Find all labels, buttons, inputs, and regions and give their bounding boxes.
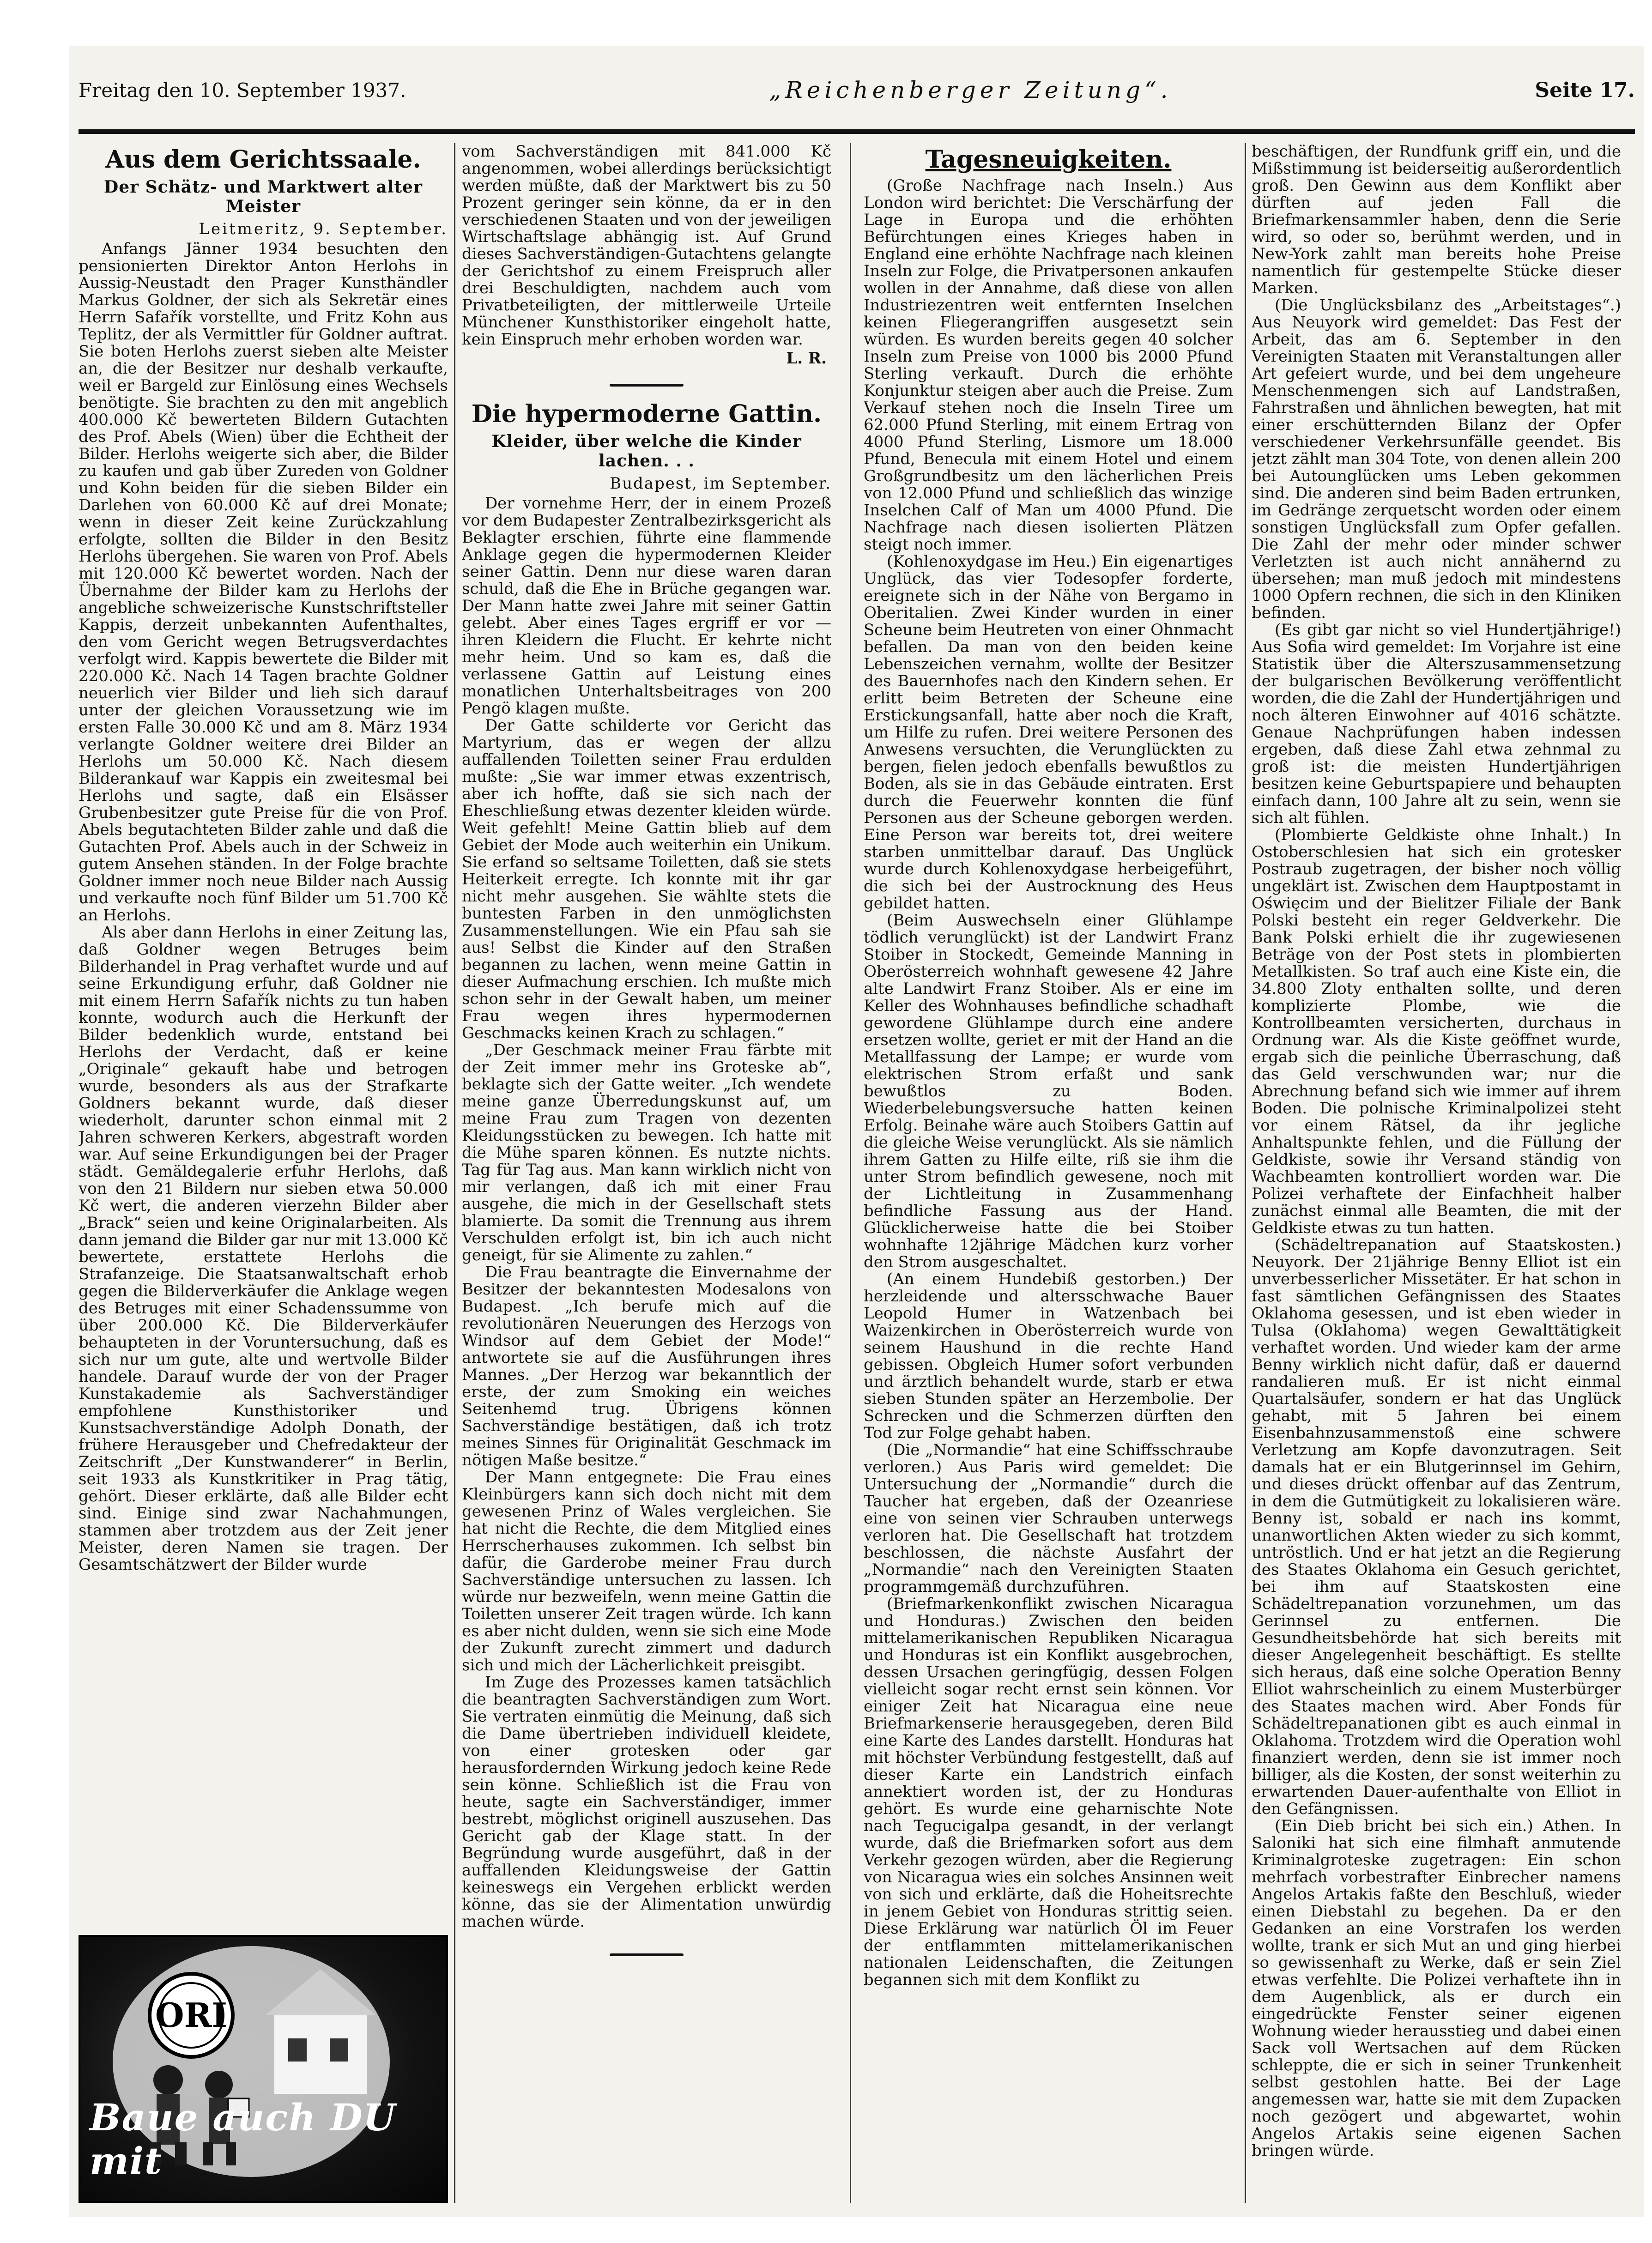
article-paragraph: Der Mann entgegnete: Die Frau eines Kleinbürgers kann sich doch nicht mit dem gewesenen Prinz of Wales vergleichen. Sie hat nicht die Rechte, die dem Mitglied eines Herrscherhauses zukommen. Ich selbst bin dafür, die Garderobe meiner Frau durch Sachverständige untersuchen zu lassen. Ich würde nur bezweifeln, wenn meine Gattin die Toiletten unserer Zeit tragen würde. Ich kann es aber nicht dulden, wenn sie sich eine Mode der Zukunft zurecht zimmert und dadurch sich und mich der Lächerlichkeit preisgibt. bbox=[462, 1468, 831, 1675]
article-paragraph: Als aber dann Herlohs in einer Zeitung las, daß Goldner wegen Betruges beim Bilderhandel in Prag verhaftet wurde und auf seine Erkundigung erfuhr, daß Goldner nie mit einem Herrn Safařík nichts zu tun haben konnte, wodurch auch die Herkunft der Bilder bedenklich wurde, entstand bei Herlohs der Verdacht, daß er keine „Originale“ gekauft habe und betrogen wurde, besonders als aus der Strafkarte Goldners bekannt wurde, daß dieser wiederholt, darunter schon einmal mit 2 Jahren schweren Kerkers, abgestraft worden war. Auf seine Erkundigungen bei der Prager städt. Gemäldegalerie erfuhr Herlohs, daß von den 21 Bildern nur sieben etwa 50.000 Kč wert, die anderen vierzehn Bilder aber „Brack“ seien und keine Originalarbeiten. Als dann jemand die Bilder gar nur mit 13.000 Kč bewertete, erstattete Herlohs die Strafanzeige. Die Staatsanwaltschaft erhob gegen die Bilderverkäufer die Anklage wegen des Betruges mit einer Schadenssumme von über 200.000 Kč. Die Bilderverkäufer behaupteten in der Voruntersuchung, daß es sich nur um gute, alte und wertvolle Bilder handele. Darauf wurde der von der Prager Kunstakademie als Sachverständiger empfohlene Kunsthistoriker und Kunstsachverständige Adolph Donath, der frühere Herausgeber und Chefredakteur der Zeitschrift „Der Kunstwanderer“ in Berlin, seit 1933 als Kunstkritiker in Prag tätig, gehört. Dieser erklärte, daß alle Bilder echt sind. Einige sind zwar Nachahmungen, stammen aber trotzdem aus der Zeit jener Meister, deren Namen sie tragen. Der Gesamtschätzwert der Bilder wurde bbox=[79, 923, 448, 1574]
article-paragraph: Der Gatte schilderte vor Gericht das Martyrium, das er wegen der allzu auffallenden Toiletten seiner Frau erdulden mußte: „Sie war immer etwas exzentrisch, aber ich hoffte, daß sie sich nach der Eheschließung etwas dezenter kleiden würde. Weit gefehlt! Meine Gattin blieb auf dem Gebiet der Mode auch weiterhin ein Unikum. Sie erfand so seltsame Toiletten, daß sie stets Heiterkeit erregte. Ich konnte mit ihr gar nicht mehr ausgehen. Sie wählte stets die buntesten Farben in den unmöglichsten Zusammenstellungen. Wie ein Pfau sah sie aus! Selbst die Kinder auf den Straßen begannen zu lachen, wenn meine Gattin in dieser Aufmachung erschien. Ich mußte mich schon sehr in der Gewalt haben, um meiner Frau wegen ihres hypermodernen Geschmacks keinen Krach zu schlagen.“ bbox=[462, 716, 831, 1042]
news-item: (Große Nachfrage nach Inseln.) Aus London wird berichtet: Die Verschärfung der Lage in Europa und die erhöhten Befürchtungen eines Krieges haben in England eine erhöhte Nachfrage nach kleinen Inseln zur Folge, die Privatpersonen ankaufen wollen in der Annahme, daß diese von allen Industriezentren weit entfernten Inselchen keinen Fliegerangriffen ausgesetzt sein würden. Es wurden bereits gegen 40 solcher Inseln zum Preise von 1000 bis 2000 Pfund Sterling verkauft. Durch die erhöhte Konjunktur steigen aber auch die Preise. Zum Verkauf stehen noch die Inseln Tiree um 62.000 Pfund Sterling, mit einem Ertrag von 4000 Pfund Sterling, Lismore um 18.000 Pfund, Benecula mit einem Hotel und einem Großgrundbesitz um den lächerlichen Preis von 12.000 Pfund und schließlich das winzige Inselchen Calf of Man um 4000 Pfund. Die Nachfrage nach diesen isolierten Plätzen steigt noch immer. bbox=[864, 176, 1233, 554]
article-paragraph: Anfangs Jänner 1934 besuchten den pensionierten Direktor Anton Herlohs in Aussig-Neustadt den Prager Kunsthändler Markus Goldner, der sich als Sekretär eines Herrn Safařík vorstellte, und Fritz Kohn aus Teplitz, der als Vermittler für Goldner auftrat. Sie boten Herlohs zuerst sieben alte Meister an, die der Besitzer nur deshalb verkaufte, weil er Bargeld zur Einlösung eines Wechsels benötigte. Sie brachten zu den mit angeblich 400.000 Kč bewerteten Bildern Gutachten des Prof. Abels (Wien) über die Echtheit der Bilder. Herlohs weigerte sich aber, die Bilder zu kaufen und gab über Zureden von Goldner und Kohn beiden für die sieben Bilder ein Darlehen von 60.000 Kč auf drei Monate; wenn in dieser Zeit keine Zurückzahlung erfolgte, sollten die Bilder in den Besitz Herlohs übergehen. Sie waren von Prof. Abels mit 120.000 Kč bewertet worden. Nach der Übernahme der Bilder kam zu Herlohs der angebliche schweizerische Kunstschriftsteller Kappis, derzeit unbekannten Aufenthaltes, den vom Gericht wegen Betrugsverdachtes verfolgt wird. Kappis bewertete die Bilder mit 220.000 Kč. Nach 14 Tagen brachte Goldner neuerlich vier Bilder und lieh sich darauf unter der gleichen Voraussetzung wie im ersten Falle 30.000 Kč und am 8. März 1934 verlangte Goldner weitere drei Bilder an Herlohs um 50.000 Kč. Nach diesem Bilderankauf war Kappis ein zweitesmal bei Herlohs und sagte, daß ein Elsässer Grubenbesitzer gute Preise für die von Prof. Abels begutachteten Bilder zahle und daß die Gutachten Prof. Abels auch in der Schweiz in gutem Ansehen ständen. In der Folge brachte Goldner immer noch neue Bilder nach Aussig und verkaufte noch fünf Bilder um 51.700 Kč an Herlohs. bbox=[79, 240, 448, 925]
article-paragraph: Die Frau beantragte die Einvernahme der Besitzer der bekanntesten Modesalons von Budapest. „Ich berufe mich auf die revolutionären Neuerungen des Herzogs von Windsor auf dem Gebiet der Mode!“ antwortete sie auf die Ausführungen ihres Mannes. „Der Herzog war bekanntlich der erste, der zum Smoking ein weiches Seitenhemd trug. Übrigens können Sachverständige bestätigen, daß ich trotz meines Sinnes für Originalität Geschmack im nötigen Maße besitze.“ bbox=[462, 1263, 831, 1469]
article-paragraph: Im Zuge des Prozesses kamen tatsächlich die beantragten Sachverständigen zum Wort. Sie vertraten einmütig die Meinung, daß sich die Dame übertrieben individuell kleidete, von einer grotesken oder gar herausfordernden Wirkung jedoch keine Rede sein könne. Schließlich ist die Frau von heute, sagte ein Sachverständiger, immer bestrebt, möglichst originell auszusehen. Das Gericht gab der Klage statt. In der Begründung wurde ausgeführt, daß in der auffallenden Kleidungsweise der Gattin keineswegs ein Vergehen erblickt werden könne, das sie der Alimentation unwürdig machen würde. bbox=[462, 1673, 831, 1931]
news-item: (Die „Normandie“ hat eine Schiffsschraube verloren.) Aus Paris wird gemeldet: Die Untersuchung der „Normandie“ durch die Taucher hat ergeben, daß der Ozeanriese eine von seinen vier Schrauben unterwegs verloren hat. Die Gesellschaft hat trotzdem beschlossen, die nächste Ausfahrt der „Normandie“ nach den Vereinigten Staaten programmgemäß durchzuführen. bbox=[864, 1441, 1233, 1596]
header-newspaper-title: „Reichenberger Zeitung“. bbox=[769, 77, 1172, 103]
court-article-subhead: Der Schätz- und Marktwert alter Meister bbox=[104, 177, 423, 216]
news-item: (Ein Dieb bricht bei sich ein.) Athen. In Saloniki hat sich eine filmhaft anmutende Kriminalgroteske zugetragen: Ein schon mehrfach vorbestrafter Einbrecher namens Angelos Artakis faßte den Beschluß, wieder einen Diebstahl zu begehen. Da er den Gedanken an eine Vorstrafen los werden wollte, trank er sich Mut an und ging hierbei so gewissenhaft zu Werke, daß er sein Ziel etwas verfehlte. Die Polizei verhaftete ihn in dem Augenblick, als er durch ein eingedrückte Fenster seiner eigenen Wohnung wieder herausstieg und dabei einen Sack voll Wertsachen auf dem Rücken schleppte, die er sich in seiner Trunkenheit selbst gestohlen hatte. Bei der Lage angemessen war, hatte sie mit dem Zupacken noch gezögert und abgewartet, wohin Angelos Artakis seine eigenen Sachen bringen würde. bbox=[1252, 1817, 1621, 2160]
news-item: (An einem Hundebiß gestorben.) Der herzleidende und altersschwache Bauer Leopold Humer in Watzenbach bei Waizenkirchen in Oberösterreich wurde von seinem Haushund in die rechte Hand gebissen. Obgleich Humer sofort verbunden und ärztlich behandelt wurde, starb er etwa sieben Stunden später an Herzembolie. Der Schrecken und die Schmerzen dürften den Tod zur Folge gehabt haben. bbox=[864, 1270, 1233, 1442]
news-item: (Kohlenoxydgase im Heu.) Ein eigenartiges Unglück, das vier Todesopfer forderte, ereignete sich in der Nähe von Bergamo in Oberitalien. Zwei Kinder wurden in einer Scheune beim Heutreten von einer Ohnmacht befallen. Da man von den beiden keine Lebenszeichen vernahm, wollte der Besitzer des Bauernhofes nach den Kindern sehen. Er erlitt beim Betreten der Scheune eine Erstickungsanfall, hatte aber noch die Kraft, um Hilfe zu rufen. Drei weitere Personen des Anwesens versuchten, die Verunglückten zu bergen, fielen jedoch ebenfalls bewußtlos zu Boden, als sie in das Gebäude eintraten. Erst durch die Feuerwehr konnten die fünf Personen aus der Scheune geborgen werden. Eine Person war bereits tot, drei weitere starben unmittelbar darauf. Das Unglück wurde durch Kohlenoxydgase herbeigeführt, die sich bei der Austrocknung des Heus gebildet hatten. bbox=[864, 552, 1233, 913]
header-page-number: Seite 17. bbox=[1535, 78, 1635, 102]
news-item: (Es gibt gar nicht so viel Hundertjährige!) Aus Sofia wird gemeldet: Im Vorjahre ist eine Statistik über die Alterszusammensetzung der bulgarischen Bevölkerung veröffentlicht worden, die die Zahl der Hundertjährigen und noch älteren Einwohner auf 4016 schätzte. Genaue Nachprüfungen haben indessen ergeben, daß diese Zahl etwa zehnmal zu groß ist: die meisten Hundertjährigen besitzen keine Geburtspapiere und behaupten einfach dann, 100 Jahre alt zu sein, wenn sie sich alt fühlen. bbox=[1252, 621, 1621, 827]
page-header bbox=[79, 55, 1635, 125]
news-item: (Briefmarkenkonflikt zwischen Nicaragua und Honduras.) Zwischen den beiden mittelamerikanischen Republiken Nicaragua und Honduras ist ein Konflikt ausgebrochen, dessen Ursachen geringfügig, dessen Folgen vielleicht sogar recht ernst sein können. Vor einiger Zeit hat Nicaragua eine neue Briefmarkenserie herausgegeben, deren Bild eine Karte des Landes darstellt. Honduras hat mit höchster Verbündung festgestellt, daß auf dieser Karte ein Landstrich einfach annektiert worden ist, der zu Honduras gehört. Es wurde eine geharnischte Note nach Tegucigalpa gesandt, in der verlangt wurde, daß die Briefmarken sofort aus dem Verkehr gezogen würden, aber die Regierung von Nicaragua wies ein solches Ansinnen weit von sich und erklärte, daß die Hoheitsrechte in jenem Gebiet von Honduras strittig seien. Diese Erklärung war natürlich Öl im Feuer der entflammten mittelamerikanischen nationalen Leidenschaften, die Zeitungen begannen sich mit dem Konflikt zu bbox=[864, 1595, 1233, 1989]
news-section-headline: Tagesneuigkeiten. bbox=[925, 145, 1172, 174]
column-divider bbox=[454, 143, 455, 2203]
column-4 bbox=[1252, 143, 1621, 2203]
news-item: (Plombierte Geldkiste ohne Inhalt.) In Ostoberschlesien hat sich ein grotesker Postraub zugetragen, der bisher noch völlig ungeklärt ist. Zwischen dem Hauptpostamt in Oświęcim und der Bielitzer Filiale der Bank Polski besteht ein reger Geldverkehr. Die Bank Polski erhielt die ihr zugewiesenen Beträge von der Post stets in plombierten Metallkisten. So traf auch eine Kiste ein, die 34.800 Zloty enthalten sollte, und deren komplizierte Plombe, wie die Kontrollbeamten versicherten, durchaus in Ordnung war. Als die Kiste geöffnet wurde, ergab sich die peinliche Überraschung, daß das Geld verschwunden war; nur die Abrechnung befand sich wie immer auf ihrem Boden. Die polnische Kriminalpolizei steht vor einem Rätsel, da ihr jegliche Anhaltspunkte fehlen, und die Füllung der Geldkiste, sowie ihr Versand ständig von Wachbeamten kontrolliert worden war. Die Polizei verhaftete der Einfachheit halber zunächst einmal alle Beamten, die mit der Geldkiste etwas zu tun hatten. bbox=[1252, 826, 1621, 1237]
column-divider bbox=[850, 143, 851, 2203]
article-separator bbox=[610, 384, 684, 387]
news-item: (Schädeltrepanation auf Staatskosten.) Neuyork. Der 21jährige Benny Elliot ist ein unverbesserlicher Missetäter. Er hat schon in fast sämtlichen Gefängnissen des Staates Oklahoma gesessen, und ist eben wieder in Tulsa (Oklahoma) wegen Gewalttätigkeit verhaftet worden. Und wieder kam der arme Benny wirklich nicht dafür, daß er dauernd randalieren muß. Er ist nicht einmal Quartalsäufer, sondern er hat das Unglück gehabt, mit 5 Jahren bei einem Eisenbahnzusammenstoß eine schwere Verletzung am Kopfe davonzutragen. Seit damals hat er ein Blutgerinnsel im Gehirn, und dieses drückt offenbar auf das Zentrum, in dem die Gutmütigkeit zu lokalisieren wäre. Benny ist, sobald er nach ins kommt, unanwortlichen Akten wieder zu sich kommt, untröstlich. Und er hat jetzt an die Regierung des Staates Oklahoma ein Gesuch gerichtet, bei ihm auf Staatskosten eine Schädeltrepanation vorzunehmen, um das Gerinnsel zu entfernen. Die Gesundheitsbehörde hat sich bereits mit dieser Angelegenheit beschäftigt. Es stellte sich heraus, daß eine solche Operation Benny Elliot wahrscheinlich zu einem Musterbürger des Staates machen wird. Aber Fonds für Schädeltrepanationen gibt es auch einmal in Oklahoma. Trotzdem wird die Operation wohl finanziert werden, denn sie ist immer noch billiger, als die Kosten, der sonst weiterhin zu erwartenden Dauer-aufenthalte von Elliot in den Gefängnissen. bbox=[1252, 1236, 1621, 1818]
column-3 bbox=[864, 143, 1233, 2203]
column-1 bbox=[79, 143, 448, 1921]
advertisement-slogan: Baue auch DU mit bbox=[90, 2096, 397, 2183]
gattin-subhead: Kleider, über welche die Kinder lachen. . . bbox=[491, 432, 802, 471]
court-article-dateline: Leitmeritz, 9. September. bbox=[199, 220, 448, 238]
header-rule bbox=[79, 129, 1635, 134]
gattin-dateline: Budapest, im September. bbox=[610, 474, 831, 493]
header-date: Freitag den 10. September 1937. bbox=[79, 79, 406, 102]
gattin-headline: Die hypermoderne Gattin. bbox=[471, 400, 822, 428]
news-item: (Beim Auswechseln einer Glühlampe tödlich verunglückt) ist der Landwirt Franz Stoiber in Stockedt, Gemeinde Manning in Oberösterreich wohnhaft gewesene 42 Jahre alte Landwirt Franz Stoiber. Als er eine im Keller des Wohnhauses befindliche schadhaft gewordene Glühlampe durch eine andere ersetzen wollte, geriet er mit der Hand an die Metallfassung der Lampe; er wurde vom elektrischen Strom erfaßt und sank bewußtlos zu Boden. Wiederbelebungsversuche hatten keinen Erfolg. Beinahe wäre auch Stoibers Gattin auf die gleiche Weise verunglückt. Als sie nämlich ihrem Gatten zu Hilfe eilte, riß sie ihm die unter Strom befindlich gewesene, noch mit der Lichtleitung in Zusammenhang befindliche Fassung aus der Hand. Glücklicherweise hatte die bei Stoiber wohnhafte 12jährige Mädchen kurz vorher den Strom ausgeschaltet. bbox=[864, 911, 1233, 1271]
news-item: (Die Unglücksbilanz des „Arbeitstages“.) Aus Neuyork wird gemeldet: Das Fest der Arbeit, das am 6. September in den Vereinigten Staaten mit Veranstaltungen aller Art gefeiert wurde, und bei dem ungeheure Menschenmengen sich auf Landstraßen, Fahrstraßen und ähnlichen bewegten, hat mit einer erschütternden Bilanz der Opfer verschiedener Verkehrsunfälle geendet. Bis jetzt zählt man 304 Tote, von denen allein 200 bei Autounglücken ums Leben gekommen sind. Die anderen sind beim Baden ertrunken, im Gedränge zerquetscht worden oder einem sonstigen Unglücksfall zum Opfer gefallen. Die Zahl der mehr oder minder schwer Verletzten ist auch nicht annähernd zu übersehen; man muß jedoch mit mindestens 1000 Opfern rechnen, die sich in den Kliniken befinden. bbox=[1252, 296, 1621, 622]
logo-mark: ORI bbox=[155, 1995, 228, 2035]
column-divider bbox=[1245, 143, 1246, 2203]
article-paragraph: „Der Geschmack meiner Frau färbte mit der Zeit immer mehr ins Groteske ab“, beklagte sich der Gatte weiter. „Ich wendete meine ganze Überredungskunst auf, um meine Frau zum Tragen von dezenten Kleidungsstücken zu bewegen. Ich hatte mit die Mühe sparen können. Es nutzte nichts. Tag für Tag aus. Man kann wirklich nicht von mir verlangen, daß ich mit einer Frau ausgehe, die mich in der Gesellschaft stets blamierte. Da somit die Trennung aus ihrem Verschulden erfolgt ist, bin ich auch nicht geneigt, für sie Alimente zu zahlen.“ bbox=[462, 1041, 831, 1264]
article-signature: L. R. bbox=[786, 349, 827, 368]
court-section-headline: Aus dem Gerichtssaale. bbox=[105, 145, 421, 174]
article-continuation: vom Sachverständigen mit 841.000 Kč angenommen, wobei allerdings berücksichtigt werden müßte, daß der Marktwert bis zu 50 Prozent geringer sein könne, da er in den verschiedenen Staaten und von der jeweiligen Wirtschaftslage abhängig ist. Auf Grund dieses Sachverständigen-Gutachtens gelangte der Gerichtshof zu einem Freispruch aller drei Beschuldigten, nachdem auch vom Privatbeteiligten, der mittlerweile Urteile Münchener Kunsthistoriker eingeholt hatte, kein Einspruch mehr erhoben worden war. bbox=[462, 143, 831, 349]
article-end-separator bbox=[610, 1953, 684, 1956]
newspaper-page bbox=[69, 46, 1644, 2217]
news-item: beschäftigen, der Rundfunk griff ein, und die Mißstimmung ist beiderseitig außerordentlich groß. Den Gewinn aus dem Konflikt aber dürften auf jeden Fall die Briefmarkensammler haben, denn die Serie wird, so oder so, berühmt werden, und in New-York zahlt man bereits hohe Preise namentlich für gestempelte Stücke dieser Marken. bbox=[1252, 143, 1621, 297]
column-2 bbox=[462, 143, 831, 2203]
article-paragraph: Der vornehme Herr, der in einem Prozeß vor dem Budapester Zentralbezirksgericht als Beklagter erschien, führte eine flammende Anklage gegen die hypermodernen Kleider seiner Gattin. Denn nur diese waren daran schuld, daß die Ehe in Brüche gegangen war. Der Mann hatte zwei Jahre mit seiner Gattin gelebt. Aber eines Tages ergriff er vor — ihren Kleidern die Flucht. Er kehrte nicht mehr heim. Und so kam es, daß die verlassene Gattin auf Leistung eines monatlichen Unterhaltsbeitrages von 200 Pengö klagen mußte. bbox=[462, 494, 831, 718]
advertisement bbox=[79, 1935, 448, 2203]
